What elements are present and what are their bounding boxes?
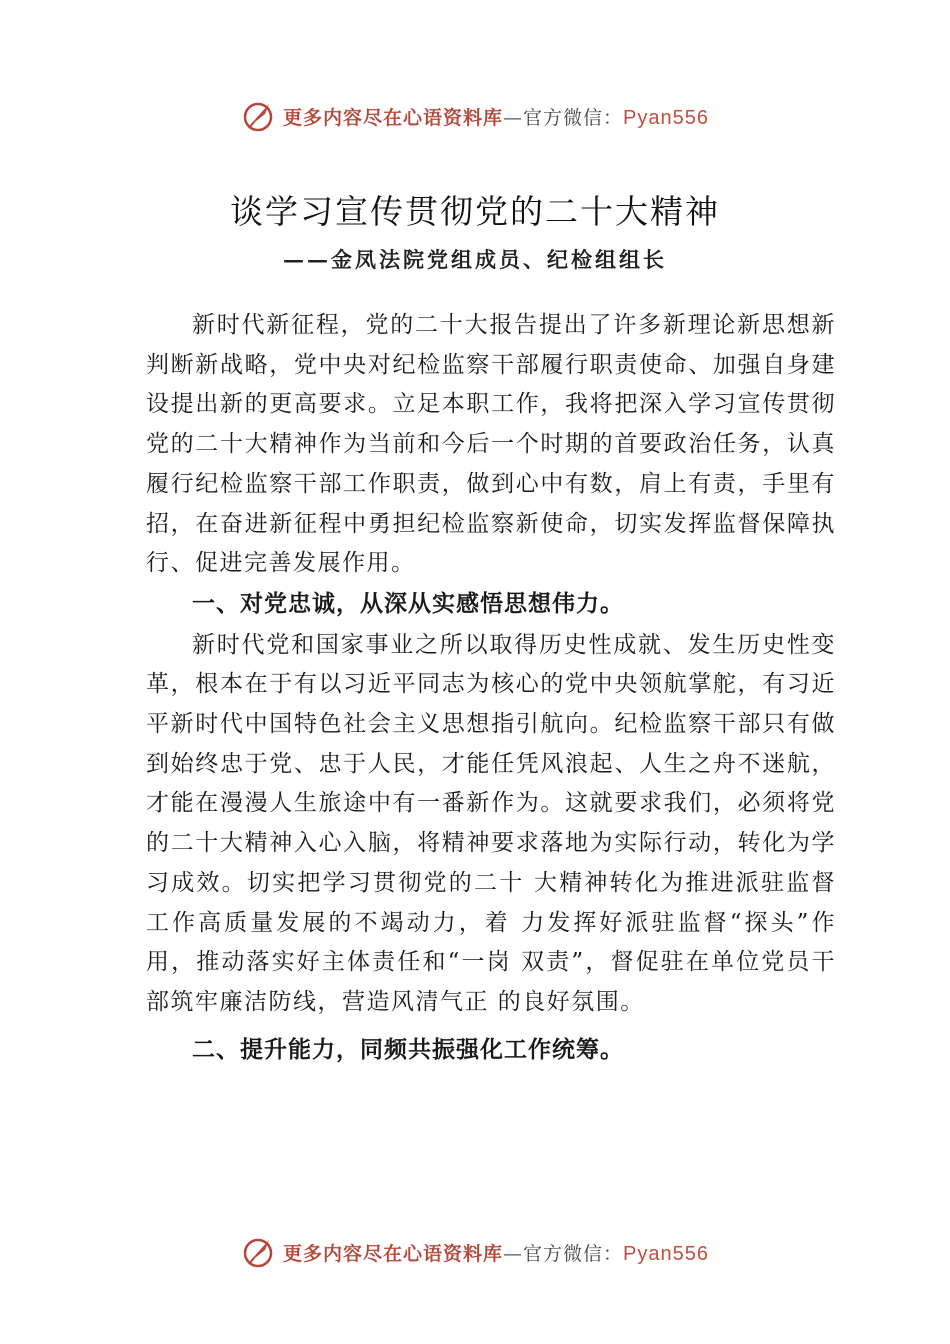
paragraph-1: 新时代新征程，党的二十大报告提出了许多新理论新思想新判断新战略，党中央对纪检监察干部履行职责使命、加强自身建设提出新的更高要求。立足本职工作，我将把深入学习宣传贯彻党的二十大精神作为当前和今后一个时期的首要政治任务，认真履行纪检监察干部工作职责，做到心中有数，肩上有责，手里有招，在奋进新征程中勇担纪检监察新使命，切实发挥监督保障执行、促进完善发展作用。 (146, 312, 836, 577)
document-body (146, 306, 836, 1070)
document-subtitle: ——金凤法院党组成员、纪检组组长 (283, 247, 667, 272)
header-watermark-banner (0, 96, 950, 136)
banner-label: 官方微信： (523, 106, 624, 129)
quill-pen-logo-icon (241, 98, 277, 134)
footer-watermark-banner (0, 1232, 950, 1272)
paragraph-2: 新时代党和国家事业之所以取得历史性成就、发生历史性变革，根本在于有以习近平同志为核心的党中央领航掌舵，有习近平新时代中国特色社会主义思想指引航向。纪检监察干部只有做到始终忠于党、忠于人民，才能任凭风浪起、人生之舟不迷航，才能在漫漫人生旅途中有一番新作为。这就要求我们，必须将党的二十大精神入心入脑，将精神要求落地为实际行动，转化为学习成效。切实把学习贯彻党的二十 大精神转化为推进派驻监督工作高质量发展的不竭动力，着 力发挥好派驻监督“探头”作用，推动落实好主体责任和“一岗 双责”，督促驻在单位党员干部筑牢廉洁防线，营造风清气正 的良好氛围。 (146, 631, 836, 1015)
banner-wechat-id: Pyan556 (623, 106, 709, 129)
banner-dash: — (503, 106, 524, 129)
banner-wechat-id: Pyan556 (623, 1242, 709, 1265)
section-heading-2: 二、提升能力，同频共振强化工作统筹。 (192, 1036, 624, 1063)
banner-brand: 更多内容尽在心语资料库 (283, 1242, 504, 1265)
section-heading-1: 一、对党忠诚，从深从实感悟思想伟力。 (192, 590, 624, 617)
document-title: 谈学习宣传贯彻党的二十大精神 (230, 192, 720, 231)
quill-pen-logo-icon (241, 1234, 277, 1270)
banner-label: 官方微信： (523, 1242, 624, 1265)
banner-dash: — (503, 1242, 524, 1265)
banner-brand: 更多内容尽在心语资料库 (283, 106, 504, 129)
